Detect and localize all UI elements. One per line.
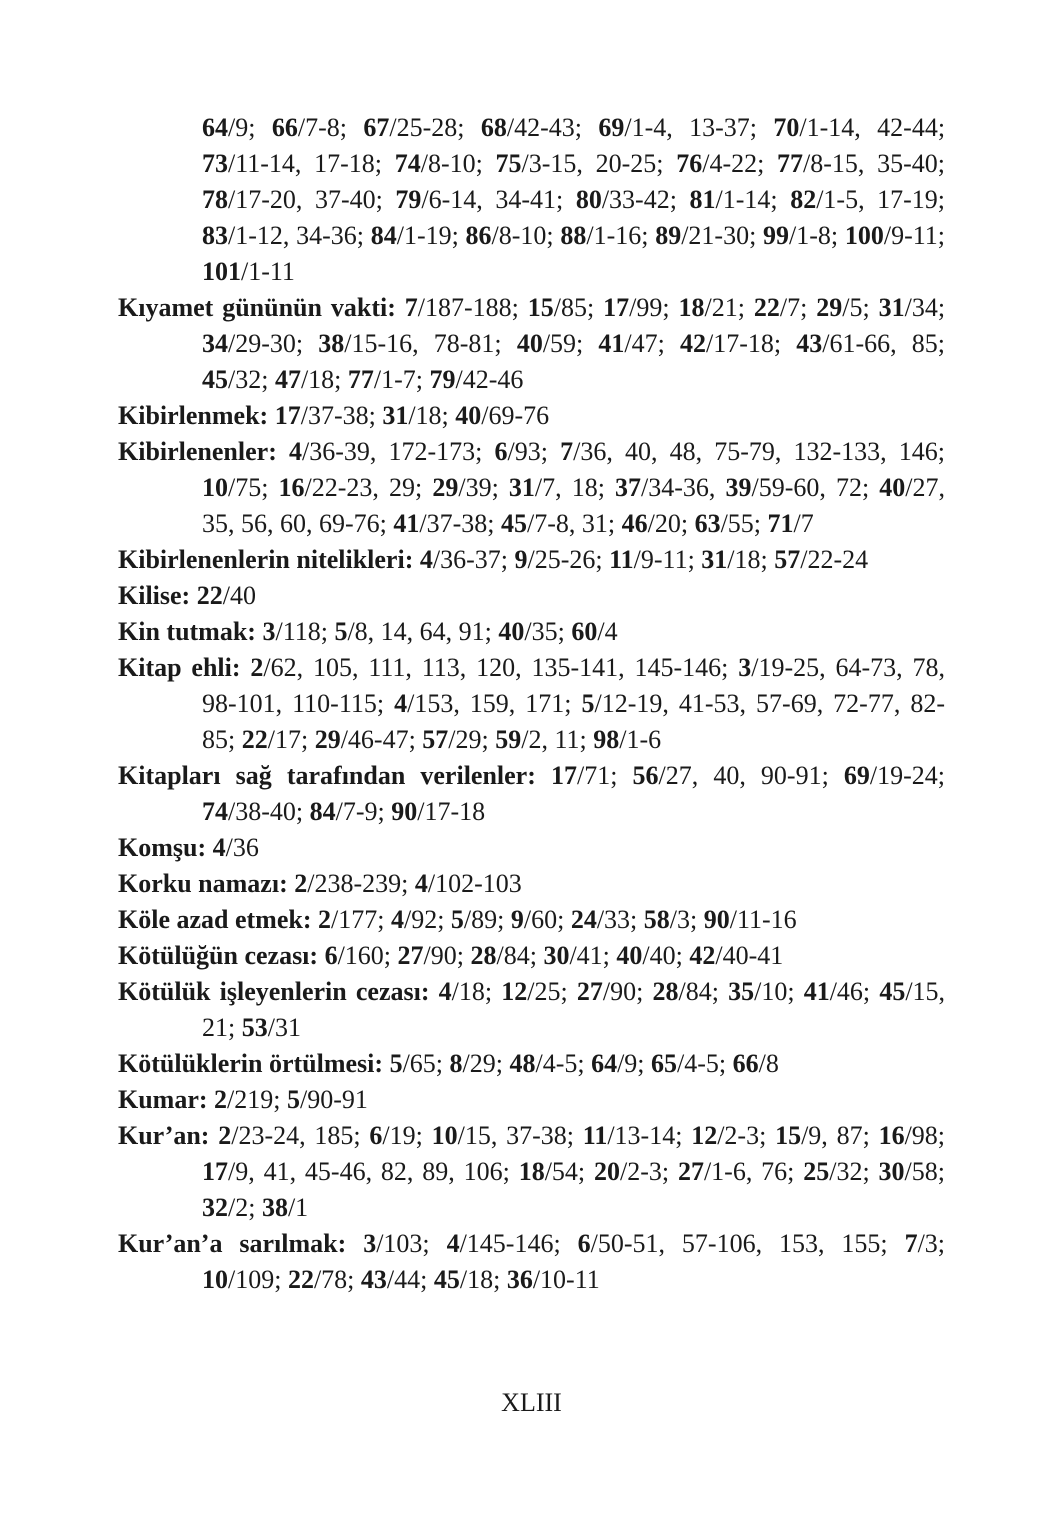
entry-references: 2/23-24, 185; 6/19; 10/15, 37-38; 11/13-14; 12/2-3; 15/9, 87; 16/98; 17/9, 41, 45-46, 82, 89, 106; 18/54; 20/2-3; 27/1-6, 76; 25/32; 30/58; 32/2; 38/1 <box>202 1121 946 1222</box>
index-entry <box>118 434 945 542</box>
surah-number: 17 <box>274 401 301 430</box>
surah-number: 28 <box>470 941 497 970</box>
surah-number: 48 <box>509 1049 536 1078</box>
surah-number: 43 <box>360 1265 387 1294</box>
surah-number: 29 <box>432 473 459 502</box>
entry-term: Kıyamet gününün vakti: <box>118 293 396 322</box>
surah-number: 66 <box>732 1049 759 1078</box>
surah-number: 39 <box>725 473 752 502</box>
surah-number: 32 <box>202 1193 228 1222</box>
surah-number: 35 <box>728 977 755 1006</box>
surah-number: 6 <box>324 941 338 970</box>
surah-number: 16 <box>878 1121 905 1150</box>
surah-number: 10 <box>431 1121 458 1150</box>
surah-number: 81 <box>689 185 716 214</box>
surah-number: 79 <box>395 185 422 214</box>
surah-number: 38 <box>318 329 345 358</box>
surah-number: 2 <box>214 1085 228 1114</box>
surah-number: 17 <box>202 1157 228 1186</box>
index-entry <box>118 830 945 866</box>
surah-number: 24 <box>570 905 597 934</box>
surah-number: 4 <box>390 905 404 934</box>
index-entry <box>118 1082 945 1118</box>
surah-number: 29 <box>816 293 843 322</box>
index-entry <box>118 974 945 1046</box>
surah-number: 10 <box>202 1265 228 1294</box>
entry-references: 5/65; 8/29; 48/4-5; 64/9; 65/4-5; 66/8 <box>389 1049 779 1078</box>
index-entry <box>118 578 945 614</box>
surah-number: 82 <box>790 185 817 214</box>
surah-number: 16 <box>278 473 305 502</box>
index-entry <box>118 1046 945 1082</box>
entry-term: Kötülüklerin örtülmesi: <box>118 1049 384 1078</box>
surah-number: 5 <box>581 689 595 718</box>
entry-references: 4/36-39, 172-173; 6/93; 7/36, 40, 48, 75-79, 132-133, 146; 10/75; 16/22-23, 29; 29/39; 31/7, 18; 37/34-36, 39/59-60, 72; 40/27, 35, 56, 60, 69-76; 41/37-38; 45/7-8, 31; 46/20; 63/55; 71/7 <box>202 437 946 538</box>
entry-references: 4/36-37; 9/25-26; 11/9-11; 31/18; 57/22-24 <box>419 545 869 574</box>
surah-number: 83 <box>202 221 228 250</box>
surah-number: 12 <box>691 1121 718 1150</box>
surah-number: 17 <box>603 293 630 322</box>
surah-number: 37 <box>615 473 642 502</box>
surah-number: 40 <box>879 473 906 502</box>
surah-number: 100 <box>844 221 884 250</box>
surah-number: 79 <box>429 365 456 394</box>
surah-number: 18 <box>678 293 705 322</box>
surah-number: 42 <box>680 329 706 358</box>
surah-number: 73 <box>202 149 228 178</box>
surah-number: 9 <box>510 905 524 934</box>
surah-number: 47 <box>274 365 301 394</box>
entry-term: Köle azad etmek: <box>118 905 312 934</box>
surah-number: 31 <box>878 293 905 322</box>
index-entry <box>118 1118 945 1226</box>
surah-number: 40 <box>616 941 643 970</box>
surah-number: 56 <box>632 761 659 790</box>
surah-number: 15 <box>775 1121 802 1150</box>
surah-number: 90 <box>391 797 418 826</box>
entry-references: 2/238-239; 4/102-103 <box>294 869 522 898</box>
surah-number: 22 <box>753 293 780 322</box>
surah-number: 84 <box>370 221 397 250</box>
surah-number: 4 <box>414 869 428 898</box>
surah-number: 25 <box>803 1157 830 1186</box>
surah-number: 98 <box>593 725 620 754</box>
surah-number: 68 <box>480 113 507 142</box>
surah-number: 71 <box>767 509 794 538</box>
surah-number: 41 <box>598 329 625 358</box>
surah-number: 40 <box>455 401 482 430</box>
surah-number: 36 <box>506 1265 533 1294</box>
surah-number: 58 <box>643 905 670 934</box>
surah-number: 10 <box>202 473 228 502</box>
surah-number: 6 <box>494 437 508 466</box>
surah-number: 2 <box>318 905 332 934</box>
entry-term: Kin tutmak: <box>118 617 256 646</box>
entry-references: 17/71; 56/27, 40, 90-91; 69/19-24; 74/38-40; 84/7-9; 90/17-18 <box>202 761 946 826</box>
surah-number: 88 <box>560 221 587 250</box>
surah-number: 5 <box>334 617 348 646</box>
entry-references: 6/160; 27/90; 28/84; 30/41; 40/40; 42/40-41 <box>324 941 784 970</box>
surah-number: 2 <box>218 1121 232 1150</box>
surah-number: 90 <box>703 905 730 934</box>
index-entry <box>118 938 945 974</box>
index-entry <box>118 110 945 290</box>
entry-term: Kötülüğün cezası: <box>118 941 319 970</box>
surah-number: 45 <box>879 977 906 1006</box>
surah-number: 7 <box>560 437 574 466</box>
surah-number: 66 <box>271 113 298 142</box>
surah-number: 3 <box>738 653 752 682</box>
surah-number: 43 <box>796 329 823 358</box>
surah-number: 86 <box>465 221 492 250</box>
index-entry <box>118 398 945 434</box>
surah-number: 4 <box>438 977 452 1006</box>
surah-number: 40 <box>498 617 525 646</box>
surah-number: 75 <box>495 149 522 178</box>
surah-number: 29 <box>314 725 341 754</box>
entry-term: Kilise: <box>118 581 191 610</box>
entry-term: Korku namazı: <box>118 869 288 898</box>
surah-number: 34 <box>202 329 228 358</box>
surah-number: 77 <box>347 365 374 394</box>
surah-number: 67 <box>363 113 390 142</box>
surah-number: 2 <box>250 653 264 682</box>
surah-number: 31 <box>382 401 409 430</box>
surah-number: 38 <box>261 1193 288 1222</box>
surah-number: 6 <box>577 1229 591 1258</box>
entry-term: Kibirlenmek: <box>118 401 269 430</box>
index-entry <box>118 614 945 650</box>
surah-number: 9 <box>514 545 528 574</box>
surah-number: 99 <box>763 221 790 250</box>
surah-number: 7 <box>904 1229 918 1258</box>
index-entry <box>118 1226 945 1298</box>
surah-number: 22 <box>287 1265 314 1294</box>
entry-references: 3/103; 4/145-146; 6/50-51, 57-106, 153, 155; 7/3; 10/109; 22/78; 43/44; 45/18; 36/10-11 <box>202 1229 946 1294</box>
surah-number: 41 <box>393 509 420 538</box>
surah-number: 60 <box>571 617 598 646</box>
surah-number: 5 <box>450 905 464 934</box>
surah-number: 46 <box>621 509 648 538</box>
surah-number: 11 <box>609 545 634 574</box>
surah-number: 64 <box>202 113 228 142</box>
surah-number: 89 <box>655 221 682 250</box>
surah-number: 22 <box>196 581 223 610</box>
surah-number: 59 <box>495 725 522 754</box>
index-entry <box>118 866 945 902</box>
surah-number: 31 <box>701 545 728 574</box>
surah-number: 101 <box>202 257 241 286</box>
entry-term: Kötülük işleyenlerin cezası: <box>118 977 430 1006</box>
surah-number: 57 <box>774 545 801 574</box>
surah-number: 53 <box>241 1013 268 1042</box>
surah-number: 5 <box>287 1085 300 1114</box>
surah-number: 64 <box>591 1049 618 1078</box>
surah-number: 2 <box>294 869 308 898</box>
entry-term: Kibirlenenler: <box>118 437 277 466</box>
surah-number: 5 <box>389 1049 403 1078</box>
surah-number: 4 <box>419 545 433 574</box>
surah-number: 20 <box>593 1157 620 1186</box>
surah-number: 11 <box>582 1121 608 1150</box>
entry-term: Komşu: <box>118 833 207 862</box>
surah-number: 45 <box>433 1265 460 1294</box>
entry-term: Kur’an: <box>118 1121 210 1150</box>
index-entry <box>118 290 945 398</box>
page-number: XLIII <box>501 1388 562 1417</box>
entry-references: 4/18; 12/25; 27/90; 28/84; 35/10; 41/46; 45/15, 21; 53/31 <box>202 977 946 1042</box>
surah-number: 78 <box>202 185 228 214</box>
entry-references: 3/118; 5/8, 14, 64, 91; 40/35; 60/4 <box>262 617 618 646</box>
surah-number: 45 <box>501 509 527 538</box>
surah-number: 76 <box>676 149 703 178</box>
surah-number: 31 <box>508 473 535 502</box>
entry-references: 4/36 <box>212 833 259 862</box>
index-entries <box>118 110 945 1298</box>
surah-number: 4 <box>446 1229 460 1258</box>
entry-term: Kibirlenenlerin nitelikleri: <box>118 545 414 574</box>
surah-number: 63 <box>694 509 721 538</box>
entry-references: 2/177; 4/92; 5/89; 9/60; 24/33; 58/3; 90/11-16 <box>318 905 797 934</box>
surah-number: 4 <box>212 833 226 862</box>
surah-number: 65 <box>651 1049 678 1078</box>
entry-term: Kitapları sağ tarafından verilenler: <box>118 761 536 790</box>
surah-number: 22 <box>241 725 268 754</box>
surah-number: 12 <box>501 977 528 1006</box>
surah-number: 69 <box>598 113 625 142</box>
surah-number: 18 <box>518 1157 545 1186</box>
surah-number: 57 <box>422 725 449 754</box>
surah-number: 80 <box>575 185 602 214</box>
index-entry <box>118 650 945 758</box>
entry-term: Kumar: <box>118 1085 208 1114</box>
surah-number: 15 <box>527 293 554 322</box>
surah-number: 27 <box>397 941 424 970</box>
surah-number: 45 <box>202 365 228 394</box>
surah-number: 6 <box>369 1121 383 1150</box>
entry-references: 64/9; 66/7-8; 67/25-28; 68/42-43; 69/1-4, 13-37; 70/1-14, 42-44; 73/11-14, 17-18; 74/8-10; 75/3-15, 20-25; 76/4-22; 77/8-15, 35-40; 78/17-20, 37-40; 79/6-14, 34-41; 80/33-42; 81/1-14; 82/1-5, 17-19; 83/1-12, 34-36; 84/1-19; 86/8-10; 88/1-16; 89/21-30; 99/1-8; 100/9-11; 101/1-11 <box>202 113 946 286</box>
surah-number: 41 <box>803 977 830 1006</box>
entry-term: Kitap ehli: <box>118 653 241 682</box>
surah-number: 8 <box>449 1049 463 1078</box>
entry-references: 22/40 <box>196 581 256 610</box>
surah-number: 42 <box>689 941 716 970</box>
entry-references: 2/62, 105, 111, 113, 120, 135-141, 145-146; 3/19-25, 64-73, 78, 98-101, 110-115; 4/153, 159, 171; 5/12-19, 41-53, 57-69, 72-77, 82-85; 22/17; 29/46-47; 57/29; 59/2, 11; 98/1-6 <box>202 653 946 754</box>
surah-number: 40 <box>516 329 543 358</box>
surah-number: 4 <box>394 689 408 718</box>
surah-number: 74 <box>202 797 228 826</box>
index-entry <box>118 902 945 938</box>
surah-number: 77 <box>777 149 804 178</box>
surah-number: 3 <box>262 617 276 646</box>
surah-number: 7 <box>404 293 418 322</box>
index-entry <box>118 542 945 578</box>
entry-references: 17/37-38; 31/18; 40/69-76 <box>274 401 550 430</box>
surah-number: 69 <box>843 761 870 790</box>
surah-number: 27 <box>677 1157 704 1186</box>
surah-number: 28 <box>652 977 679 1006</box>
surah-number: 30 <box>878 1157 905 1186</box>
surah-number: 4 <box>289 437 302 466</box>
entry-term: Kur’an’a sarılmak: <box>118 1229 347 1258</box>
index-entry <box>118 758 945 830</box>
surah-number: 17 <box>550 761 577 790</box>
surah-number: 70 <box>773 113 800 142</box>
index-page <box>118 110 945 1298</box>
surah-number: 84 <box>309 797 336 826</box>
surah-number: 27 <box>576 977 603 1006</box>
surah-number: 30 <box>543 941 570 970</box>
surah-number: 74 <box>394 149 421 178</box>
surah-number: 3 <box>363 1229 377 1258</box>
entry-references: 2/219; 5/90-91 <box>214 1085 368 1114</box>
entry-references: 7/187-188; 15/85; 17/99; 18/21; 22/7; 29/5; 31/34; 34/29-30; 38/15-16, 78-81; 40/59; 41/47; 42/17-18; 43/61-66, 85; 45/32; 47/18; 77/1-7; 79/42-46 <box>202 293 946 394</box>
